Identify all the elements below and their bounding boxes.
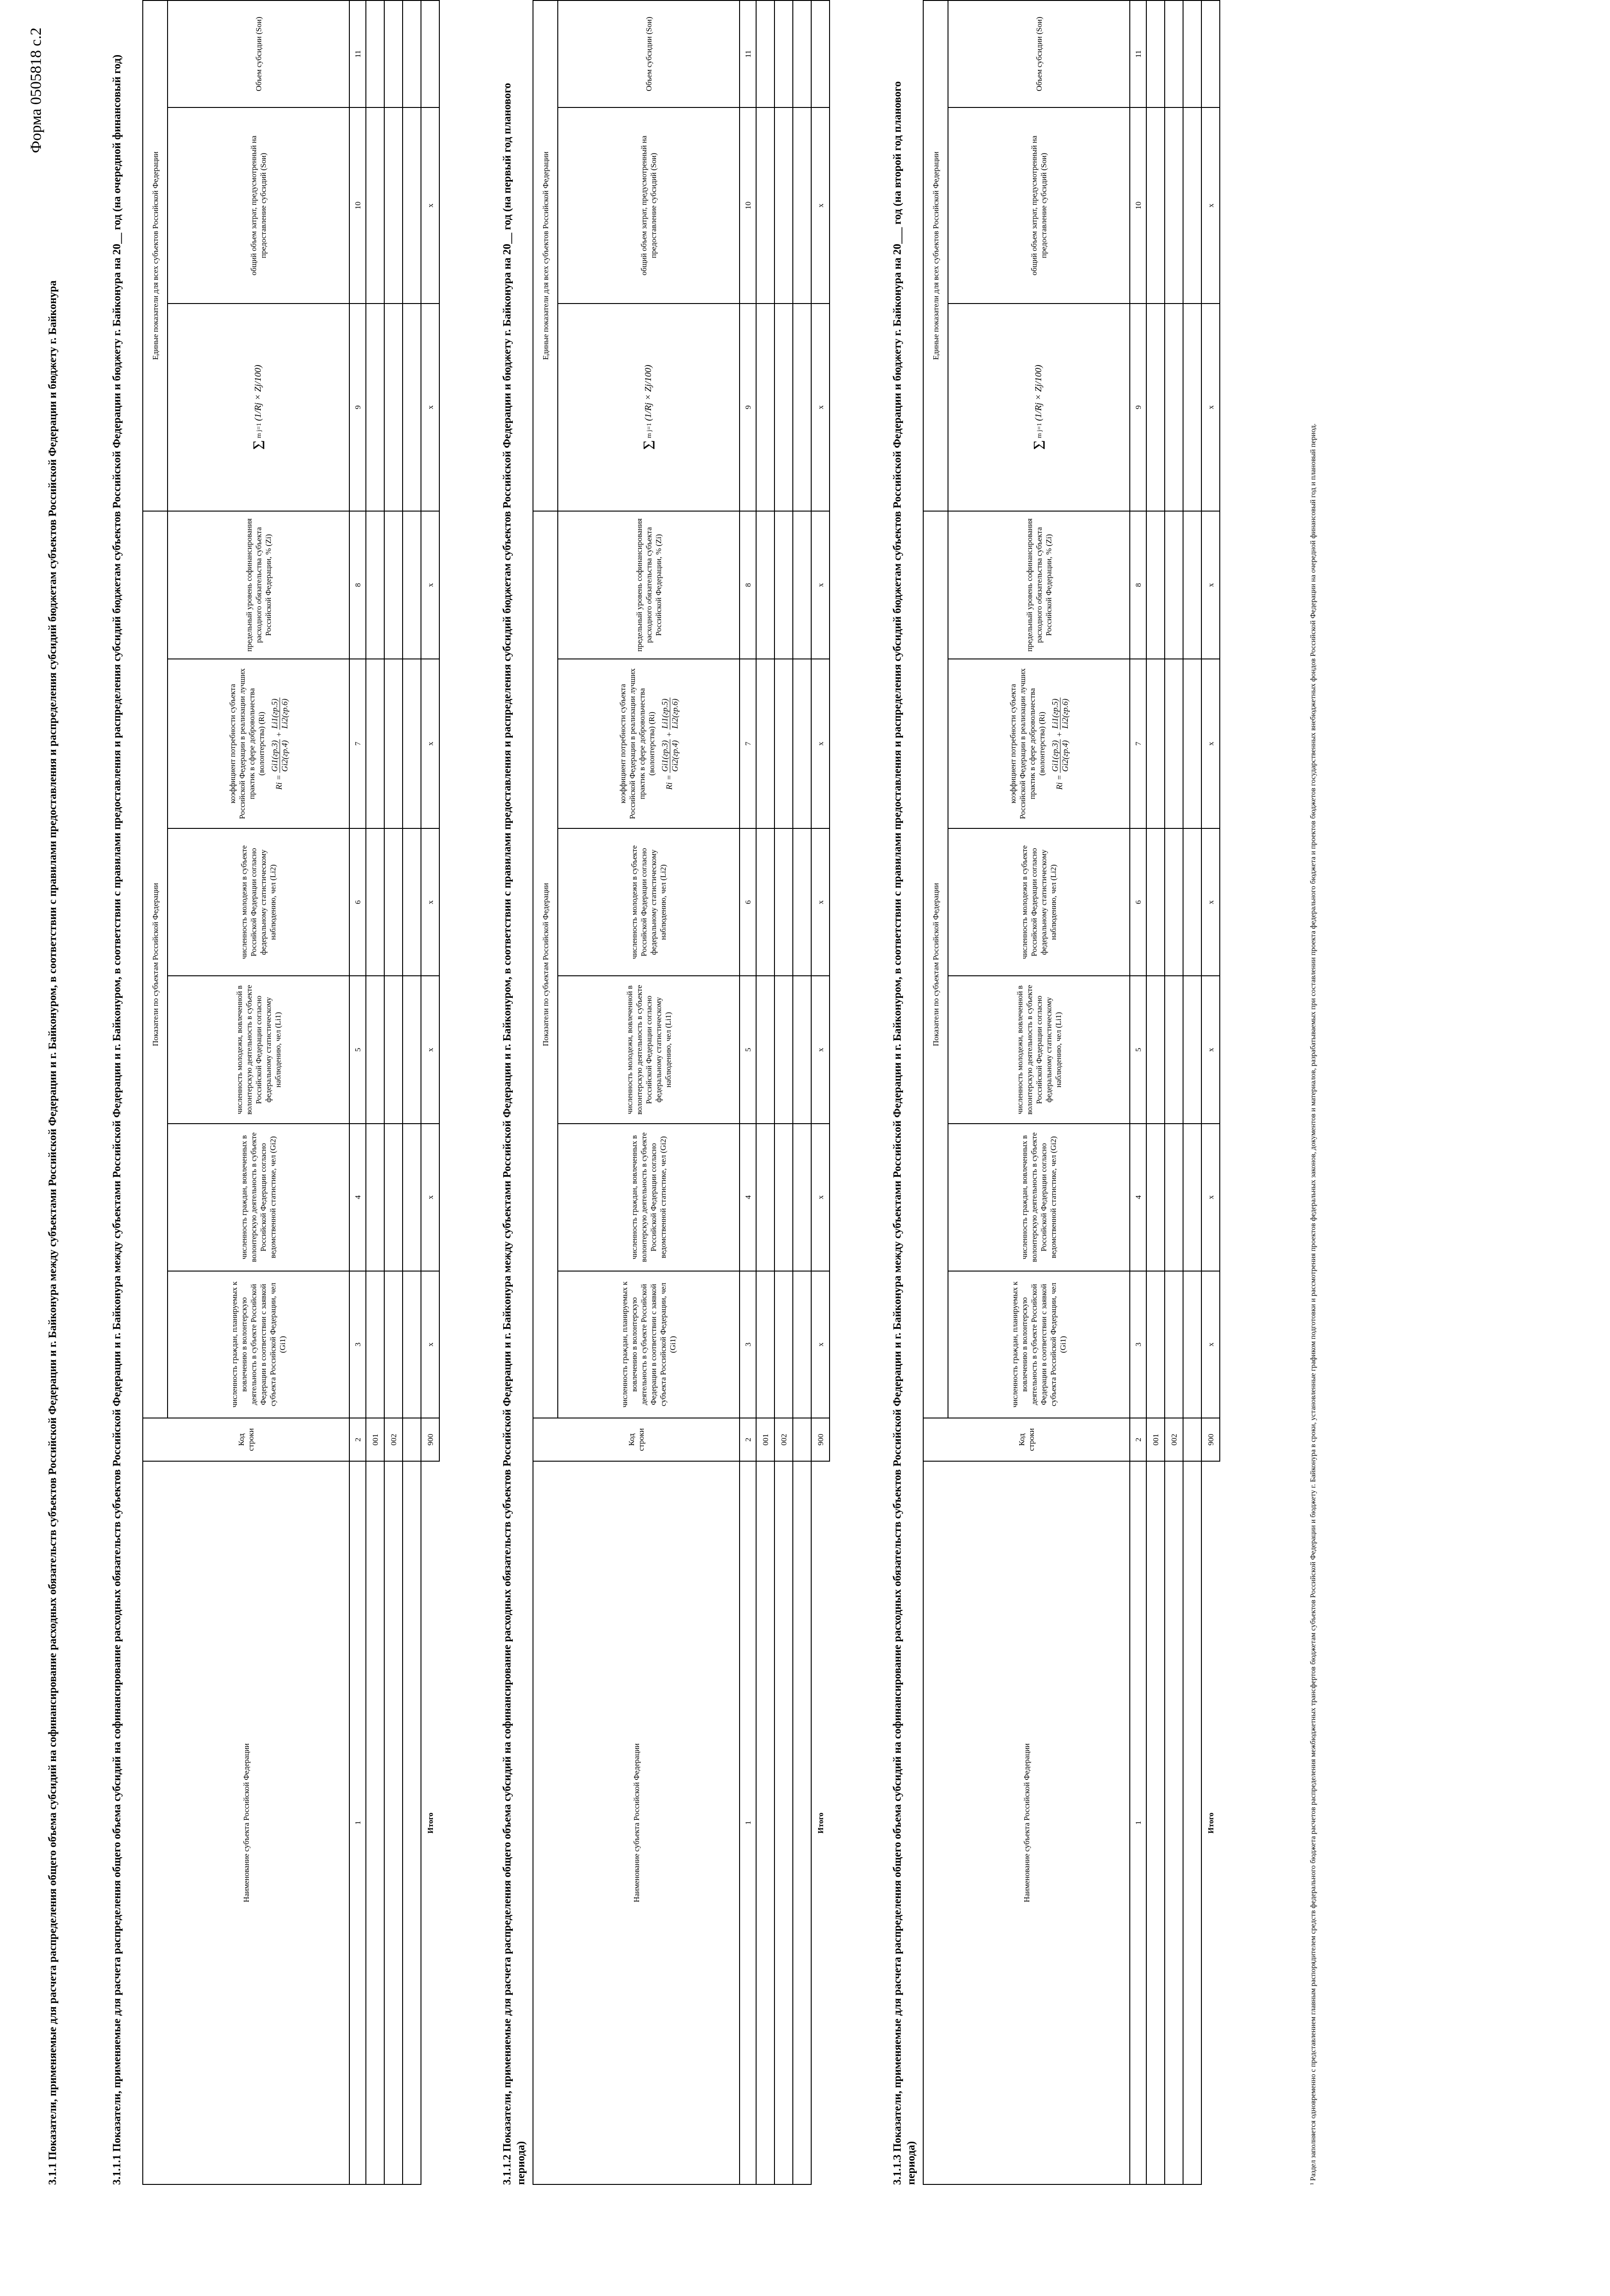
total-row: [811, 0, 830, 2184]
header-gi1: численность граждан, планируемых к вовлечению в волонтерскую деятельность в субъекте Российской Федерации в соответствии с заявкой субъекта Российской Федерации, чел (Gi1): [168, 1271, 349, 1418]
table-cell: [1165, 304, 1183, 511]
ri-formula: [660, 664, 680, 823]
table-cell: [756, 107, 774, 304]
table-row: [774, 0, 793, 2184]
header-row-code: Код строки: [533, 1418, 740, 1461]
x-mark: x: [1201, 659, 1220, 828]
table-row-empty: [403, 0, 421, 2184]
table-row: [1165, 0, 1183, 2184]
table-cell: [1183, 107, 1201, 304]
table-cell: [774, 976, 793, 1123]
header-ri-text: коэффициент потребности субъекта Российской Федерации в реализации лучших практик в сфере добровольчества (волонтерства) (Ri): [618, 668, 656, 819]
table-cell: [1183, 1418, 1201, 1461]
table-cell: [366, 1271, 384, 1418]
table-cell: [384, 511, 403, 659]
column-number: 11: [349, 0, 366, 107]
table-row-empty: [793, 0, 811, 2184]
header-group-region: Показатели по субъектам Российской Федерации: [143, 511, 168, 1418]
table-cell: [756, 1271, 774, 1418]
table-cell: [774, 0, 793, 107]
table-cell: [1183, 659, 1201, 828]
table-cell: [774, 107, 793, 304]
header-group-region: Показатели по субъектам Российской Федерации: [923, 511, 948, 1418]
ri-plus: +: [274, 732, 284, 737]
table-cell: [384, 976, 403, 1123]
section-title: 3.1.1.3 Показатели, применяемые для расчета распределения общего объема субсидий на софинансирование расходных обязательств субъектов Российской Федерации и г. Байконура между субъектами Российской Федерации и г. Байконуром, в соответствии с правилами предоставления и распределения субсидий бюджетам субъектов Российской Федерации и бюджету г. Байконура на 20___ год (на второй год планового периода): [892, 81, 917, 2185]
ri-fraction-l: [660, 698, 680, 730]
ri-plus: +: [664, 732, 674, 737]
header-subsidy: Объем субсидии (Sои): [948, 0, 1130, 107]
section-title: 3.1.1.1 Показатели, применяемые для расчета распределения общего объема субсидий на софинансирование расходных обязательств субъектов Российской Федерации и г. Байконура между субъектами Российской Федерации и г. Байконуром, в соответствии с правилами предоставления и распределения субсидий бюджетам субъектов Российской Федерации и бюджету г. Байконура на 20__ год (на очередной финансовый год): [111, 54, 123, 2185]
column-number: 3: [1130, 1271, 1146, 1418]
table-cell: [793, 107, 811, 304]
table-cell: [1183, 976, 1201, 1123]
table-cell: [774, 304, 793, 511]
table-cell: [366, 304, 384, 511]
x-mark: x: [811, 976, 830, 1123]
total-label: Итого: [1201, 1461, 1220, 2184]
frac-bottom: Li2(гр.6): [280, 698, 289, 729]
header-total-costs: общий объем затрат, предусмотренный на предоставление субсидий (Sои): [948, 107, 1130, 304]
indicators-table: [923, 0, 1220, 2185]
table-cell: [1165, 1124, 1183, 1271]
table-cell: [756, 1124, 774, 1271]
ri-formula: [270, 664, 290, 823]
header-sum-formula: [558, 304, 740, 511]
frac-bottom: Gi2(гр.4): [280, 740, 289, 772]
table-cell: [756, 976, 774, 1123]
form-number: Форма 0505818 с.2: [28, 28, 45, 153]
table-cell: [756, 0, 774, 107]
table-cell: [1146, 828, 1165, 976]
total-code: 900: [421, 1418, 439, 1461]
indicators-table: [142, 0, 440, 2185]
column-number: 4: [349, 1124, 366, 1271]
table-row: [384, 0, 403, 2184]
header-li1: численность молодежи, вовлеченной в волонтерскую деятельность в субъекте Российской Федерации согласно федеральному статистическому наблюдению, чел (Li1): [948, 976, 1130, 1123]
table-cell: [366, 828, 384, 976]
header-group-all: Единые показатели для всех субъектов Российской Федерации: [923, 0, 948, 511]
column-number: 1: [740, 1461, 756, 2184]
x-mark: x: [421, 511, 439, 659]
column-number: 3: [349, 1271, 366, 1418]
table-cell: [793, 0, 811, 107]
header-gi2: численность граждан, вовлеченных в волонтерскую деятельность в субъекте Российской Федерации согласно ведомственной статистике, чел (Gi2): [168, 1124, 349, 1271]
ri-fraction-g: [660, 739, 680, 773]
table-cell: [366, 107, 384, 304]
table-cell: [403, 976, 421, 1123]
table-cell: [756, 659, 774, 828]
sigma-symbol: Σ: [640, 440, 658, 450]
table-cell: [403, 1124, 421, 1271]
sigma-limits: m j=1: [645, 423, 653, 439]
total-code: 900: [811, 1418, 830, 1461]
total-row: [421, 0, 439, 2184]
ri-formula-lhs: Ri =: [1055, 775, 1064, 790]
table-cell: [1146, 1461, 1165, 2184]
x-mark: x: [1201, 976, 1220, 1123]
total-row: [1201, 0, 1220, 2184]
column-number: 10: [1130, 107, 1146, 304]
table-cell: [1146, 659, 1165, 828]
table-cell: [774, 659, 793, 828]
sigma-expression: (1/Rj × Zj/100): [252, 365, 263, 421]
column-number: 11: [740, 0, 756, 107]
table-cell: [756, 304, 774, 511]
column-number: 7: [349, 659, 366, 828]
column-number: 5: [1130, 976, 1146, 1123]
row-code: 001: [1146, 1418, 1165, 1461]
column-number: 1: [349, 1461, 366, 2184]
x-mark: x: [421, 107, 439, 304]
header-region-name: Наименование субъекта Российской Федерации: [533, 1461, 740, 2184]
x-mark: x: [421, 1271, 439, 1418]
table-cell: [1183, 304, 1201, 511]
ri-formula: [1050, 664, 1070, 823]
header-region-name: Наименование субъекта Российской Федерации: [923, 1461, 1130, 2184]
table-cell: [1146, 1271, 1165, 1418]
x-mark: x: [1201, 1271, 1220, 1418]
x-mark: x: [1201, 1124, 1220, 1271]
header-region-name: Наименование субъекта Российской Федерации: [143, 1461, 349, 2184]
table-cell: [774, 1461, 793, 2184]
total-code: 900: [1201, 1418, 1220, 1461]
header-li2: численность молодежи в субъекте Российской Федерации согласно федеральному статистическому наблюдению, чел (Li2): [558, 828, 740, 976]
footnote: ¹ Раздел заполняется одновременно с представлением главным распорядителем средств федерального бюджета расчетов распределения межбюджетных трансфертов бюджетам субъектов Российской Федерации и бюджету г. Байконура в сроки, установленные графиком подготовки и рассмотрения проектов федеральных законов, документов и материалов, разрабатываемых при составлении проекта федерального бюджета и проектов бюджетов государственных внебюджетных фондов Российской Федерации на очередной финансовый год и плановый период.: [1309, 423, 1317, 2185]
sigma-limits: m j=1: [1036, 423, 1043, 439]
header-subsidy: Объем субсидии (Sои): [558, 0, 740, 107]
total-label: Итого: [421, 1461, 439, 2184]
total-subsidy-cell: [811, 0, 830, 107]
header-gi2: численность граждан, вовлеченных в волонтерскую деятельность в субъекте Российской Федерации согласно ведомственной статистике, чел (Gi2): [558, 1124, 740, 1271]
frac-bottom: Gi2(гр.4): [670, 740, 679, 772]
ri-plus: +: [1055, 732, 1064, 737]
ri-fraction-g: [1050, 739, 1070, 773]
table-cell: [793, 1124, 811, 1271]
header-ri-text: коэффициент потребности субъекта Российской Федерации в реализации лучших практик в сфере добровольчества (волонтерства) (Ri): [1008, 668, 1046, 819]
x-mark: x: [1201, 107, 1220, 304]
table-cell: [756, 1461, 774, 2184]
table-cell: [1165, 659, 1183, 828]
header-total-costs: общий объем затрат, предусмотренный на предоставление субсидий (Sои): [168, 107, 349, 304]
table-cell: [774, 511, 793, 659]
x-mark: x: [811, 828, 830, 976]
x-mark: x: [811, 511, 830, 659]
table-cell: [384, 107, 403, 304]
table-cell: [366, 659, 384, 828]
table-cell: [793, 659, 811, 828]
header-gi1: численность граждан, планируемых к вовлечению в волонтерскую деятельность в субъекте Российской Федерации в соответствии с заявкой субъекта Российской Федерации, чел (Gi1): [948, 1271, 1130, 1418]
column-number: 4: [1130, 1124, 1146, 1271]
table-cell: [1183, 1461, 1201, 2184]
table-cell: [1165, 511, 1183, 659]
column-number: 5: [349, 976, 366, 1123]
table-cell: [384, 659, 403, 828]
table-cell: [1165, 107, 1183, 304]
column-number: 9: [740, 304, 756, 511]
column-number: 10: [349, 107, 366, 304]
header-ri: [558, 659, 740, 828]
ri-formula-lhs: Ri =: [274, 775, 284, 790]
table-cell: [1183, 1271, 1201, 1418]
table-cell: [384, 1271, 403, 1418]
header-gi2: численность граждан, вовлеченных в волонтерскую деятельность в субъекте Российской Федерации согласно ведомственной статистике, чел (Gi2): [948, 1124, 1130, 1271]
row-code: 002: [1165, 1418, 1183, 1461]
table-cell: [366, 0, 384, 107]
table-cell: [793, 304, 811, 511]
column-number: 8: [349, 511, 366, 659]
header-li1: численность молодежи, вовлеченной в волонтерскую деятельность в субъекте Российской Федерации согласно федеральному статистическому наблюдению, чел (Li1): [168, 976, 349, 1123]
ri-fraction-l: [270, 698, 290, 730]
table-cell: [1165, 0, 1183, 107]
column-number: 2: [740, 1418, 756, 1461]
ri-formula-lhs: Ri =: [664, 775, 674, 790]
table-cell: [403, 828, 421, 976]
ri-fraction-g: [270, 739, 290, 773]
table-cell: [793, 1271, 811, 1418]
table-cell: [793, 976, 811, 1123]
sigma-expression: (1/Rj × Zj/100): [1033, 365, 1043, 421]
table-cell: [793, 1461, 811, 2184]
header-zi: предельный уровень софинансирования расходного обязательства субъекта Российской Федерации, % (Zi): [558, 511, 740, 659]
column-number: 1: [1130, 1461, 1146, 2184]
table-cell: [793, 511, 811, 659]
row-code: 002: [774, 1418, 793, 1461]
header-gi1: численность граждан, планируемых к вовлечению в волонтерскую деятельность в субъекте Российской Федерации в соответствии с заявкой субъекта Российской Федерации, чел (Gi1): [558, 1271, 740, 1418]
table-cell: [384, 828, 403, 976]
header-li2: численность молодежи в субъекте Российской Федерации согласно федеральному статистическому наблюдению, чел (Li2): [948, 828, 1130, 976]
table-cell: [1183, 1124, 1201, 1271]
column-number: 3: [740, 1271, 756, 1418]
frac-bottom: Li2(гр.6): [1060, 698, 1070, 729]
column-number: 8: [740, 511, 756, 659]
column-number: 11: [1130, 0, 1146, 107]
frac-top: Gi1(гр.3): [269, 740, 279, 772]
header-zi: предельный уровень софинансирования расходного обязательства субъекта Российской Федерации, % (Zi): [948, 511, 1130, 659]
x-mark: x: [1201, 828, 1220, 976]
x-mark: x: [421, 976, 439, 1123]
table-cell: [756, 828, 774, 976]
table-cell: [366, 976, 384, 1123]
table-cell: [384, 1461, 403, 2184]
frac-top: Li1(гр.5): [1050, 698, 1060, 729]
frac-bottom: Li2(гр.6): [670, 698, 679, 729]
header-group-all: Единые показатели для всех субъектов Российской Федерации: [533, 0, 558, 511]
column-number: 10: [740, 107, 756, 304]
table-cell: [403, 107, 421, 304]
frac-bottom: Gi2(гр.4): [1060, 740, 1070, 772]
frac-top: Li1(гр.5): [660, 698, 669, 729]
header-group-all: Единые показатели для всех субъектов Российской Федерации: [143, 0, 168, 511]
table-cell: [1165, 828, 1183, 976]
table-cell: [384, 0, 403, 107]
table-cell: [1146, 0, 1165, 107]
x-mark: x: [811, 304, 830, 511]
ri-fraction-l: [1050, 698, 1070, 730]
table-cell: [1146, 1124, 1165, 1271]
x-mark: x: [421, 1124, 439, 1271]
table-cell: [366, 1124, 384, 1271]
column-numbers-row: [349, 0, 366, 2184]
column-number: 8: [1130, 511, 1146, 659]
row-code: 002: [384, 1418, 403, 1461]
table-cell: [403, 1418, 421, 1461]
table-row: [756, 0, 774, 2184]
row-code: 001: [756, 1418, 774, 1461]
header-row-code: Код строки: [923, 1418, 1130, 1461]
x-mark: x: [811, 1124, 830, 1271]
table-row-empty: [1183, 0, 1201, 2184]
column-number: 6: [740, 828, 756, 976]
sigma-symbol: Σ: [1030, 440, 1049, 450]
table-cell: [1183, 828, 1201, 976]
column-number: 4: [740, 1124, 756, 1271]
sigma-symbol: Σ: [249, 440, 268, 450]
frac-top: Gi1(гр.3): [1050, 740, 1060, 772]
header-li2: численность молодежи в субъекте Российской Федерации согласно федеральному статистическому наблюдению, чел (Li2): [168, 828, 349, 976]
table-cell: [1146, 107, 1165, 304]
column-number: 9: [349, 304, 366, 511]
table-cell: [774, 828, 793, 976]
table-cell: [793, 1418, 811, 1461]
total-label: Итого: [811, 1461, 830, 2184]
table-cell: [403, 304, 421, 511]
table-cell: [1146, 304, 1165, 511]
header-group-region: Показатели по субъектам Российской Федерации: [533, 511, 558, 1418]
x-mark: x: [1201, 511, 1220, 659]
x-mark: x: [811, 1271, 830, 1418]
column-number: 7: [1130, 659, 1146, 828]
header-sum-formula: [168, 304, 349, 511]
table-cell: [403, 0, 421, 107]
table-cell: [1183, 0, 1201, 107]
table-cell: [384, 304, 403, 511]
x-mark: x: [811, 107, 830, 304]
column-number: 2: [1130, 1418, 1146, 1461]
table-cell: [1146, 511, 1165, 659]
total-subsidy-cell: [421, 0, 439, 107]
frac-top: Gi1(гр.3): [660, 740, 669, 772]
total-subsidy-cell: [1201, 0, 1220, 107]
table-cell: [1165, 976, 1183, 1123]
table-cell: [403, 1461, 421, 2184]
sigma-expression: (1/Rj × Zj/100): [643, 365, 653, 421]
x-mark: x: [421, 659, 439, 828]
column-numbers-row: [740, 0, 756, 2184]
x-mark: x: [421, 828, 439, 976]
table-cell: [1183, 511, 1201, 659]
column-number: 5: [740, 976, 756, 1123]
header-row-code: Код строки: [143, 1418, 349, 1461]
header-ri: [168, 659, 349, 828]
table-cell: [1165, 1461, 1183, 2184]
header-subsidy: Объем субсидии (Sои): [168, 0, 349, 107]
header-ri: [948, 659, 1130, 828]
section-title: 3.1.1.2 Показатели, применяемые для расчета распределения общего объема субсидий на софинансирование расходных обязательств субъектов Российской Федерации и г. Байконура между субъектами Российской Федерации и г. Байконуром, в соответствии с правилами предоставления и распределения субсидий бюджетам субъектов Российской Федерации и бюджету г. Байконура на 20__ год (на первый год планового периода): [501, 83, 527, 2185]
section-heading-main: 3.1.1 Показатели, применяемые для расчета распределения общего объема субсидий на софинансирование расходных обязательств субъектов Российской Федерации и г. Байконура между субъектами Российской Федерации и г. Байконуром, в соответствии с правилами предоставления и распределения субсидий бюджетам субъектов Российской Федерации и бюджету г. Байконура: [47, 280, 59, 2185]
table-cell: [366, 511, 384, 659]
table-cell: [1165, 1271, 1183, 1418]
table-row: [1146, 0, 1165, 2184]
frac-top: Li1(гр.5): [269, 698, 279, 729]
header-ri-text: коэффициент потребности субъекта Российской Федерации в реализации лучших практик в сфере добровольчества (волонтерства) (Ri): [228, 668, 266, 819]
column-number: 2: [349, 1418, 366, 1461]
header-zi: предельный уровень софинансирования расходного обязательства субъекта Российской Федерации, % (Zi): [168, 511, 349, 659]
table-cell: [774, 1271, 793, 1418]
column-number: 7: [740, 659, 756, 828]
x-mark: x: [421, 304, 439, 511]
header-li1: численность молодежи, вовлеченной в волонтерскую деятельность в субъекте Российской Федерации согласно федеральному статистическому наблюдению, чел (Li1): [558, 976, 740, 1123]
row-code: 001: [366, 1418, 384, 1461]
table-row: [366, 0, 384, 2184]
table-cell: [774, 1124, 793, 1271]
x-mark: x: [811, 659, 830, 828]
header-total-costs: общий объем затрат, предусмотренный на предоставление субсидий (Sои): [558, 107, 740, 304]
sigma-limits: m j=1: [255, 423, 263, 439]
column-number: 6: [349, 828, 366, 976]
table-cell: [1146, 976, 1165, 1123]
indicators-table: [533, 0, 830, 2185]
table-cell: [793, 828, 811, 976]
column-number: 9: [1130, 304, 1146, 511]
column-numbers-row: [1130, 0, 1146, 2184]
table-cell: [384, 1124, 403, 1271]
table-cell: [756, 511, 774, 659]
table-cell: [403, 1271, 421, 1418]
table-cell: [403, 659, 421, 828]
table-cell: [366, 1461, 384, 2184]
table-cell: [403, 511, 421, 659]
column-number: 6: [1130, 828, 1146, 976]
x-mark: x: [1201, 304, 1220, 511]
header-sum-formula: [948, 304, 1130, 511]
